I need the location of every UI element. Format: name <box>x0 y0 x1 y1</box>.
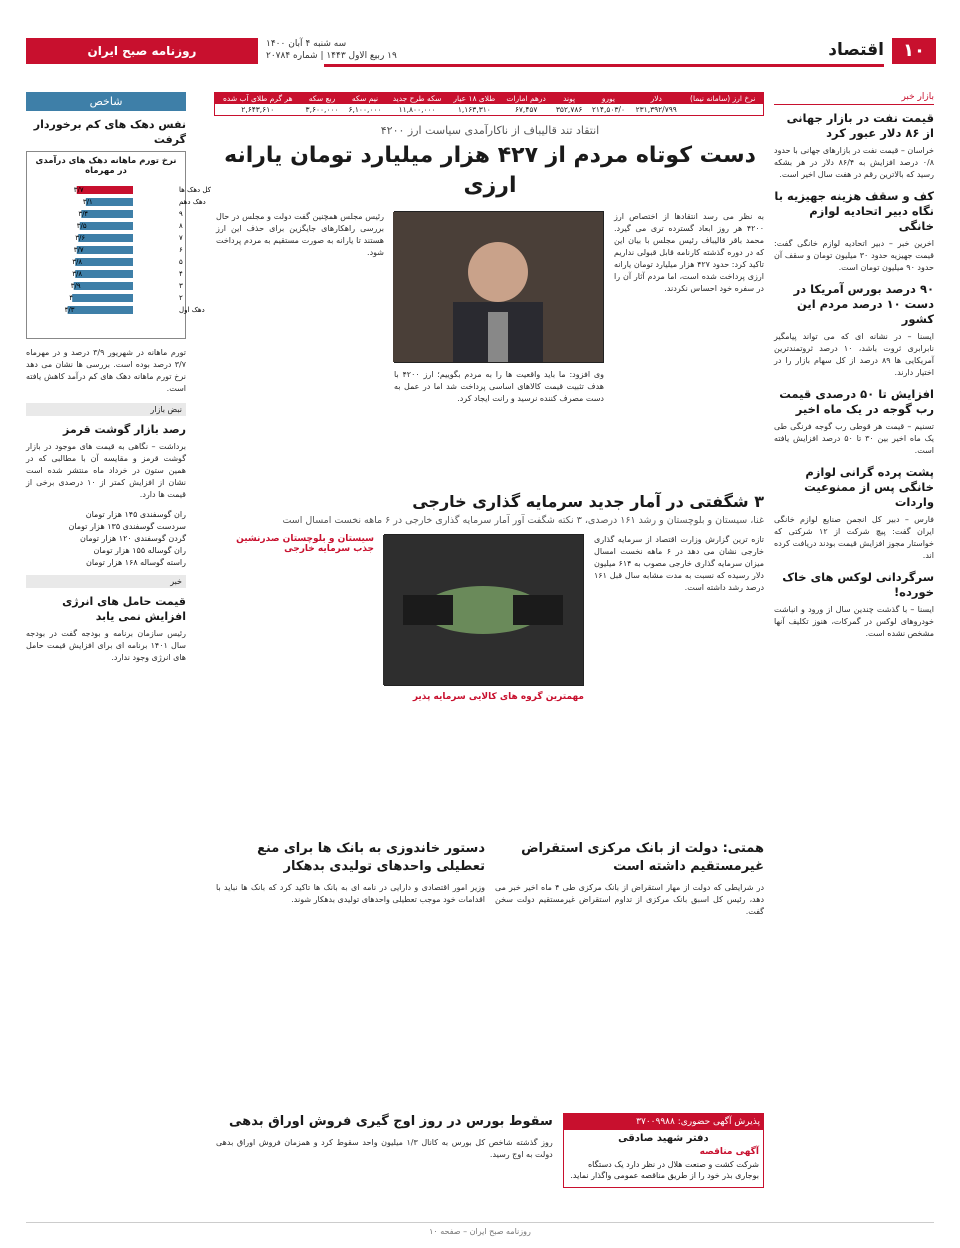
lead-text-b: وی افزود: ما باید واقعیت ها را به مردم بگوییم؛ ارز ۴۲۰۰ با هدف تثبیت قیمت کالاهای اساسی پرداخت شد اما در عمل به دست مصرف کننده نرسید و رانت ایجاد کرد. <box>394 370 604 403</box>
box-title: سیستان و بلوچستان صدرنشین جذب سرمایه خارجی <box>236 534 374 554</box>
ad-phone: پذیرش آگهی حضوری: ۳۷۰۰۹۹۸۸ <box>564 1114 763 1130</box>
news-item-text: ایسنا – با گذشت چندین سال از ورود و انباشت خودروهای لوکس در گمرکات، هنوز تکلیف آنها مشخص نشده است. <box>774 605 934 638</box>
chart-category-label: ۶ <box>179 246 183 254</box>
chart-value-label: ۳/۵ <box>76 222 87 230</box>
news-item-title: افزایش تا ۵۰ درصدی قیمت رب گوجه در یک ماه اخیر <box>779 387 934 416</box>
lead-story <box>216 211 764 481</box>
footer: روزنامه صبح ایران – صفحه ۱۰ <box>26 1222 934 1236</box>
newspaper-brand: روزنامه صبح ایران <box>26 38 258 64</box>
price-item: سردست گوسفندی ۱۳۵ هزار تومان <box>68 522 186 531</box>
chart-bar <box>77 186 133 194</box>
chart-title: نرخ تورم ماهانه دهک های درآمدی در مهرماه <box>35 156 177 176</box>
investment-headline: ۳ شگفتی در آمار جدید سرمایه گذاری خارجی <box>412 492 764 511</box>
investment-photo-col <box>384 534 584 834</box>
page-header <box>26 38 936 64</box>
rate-value: ۲,۶۴۳,۶۱۰ <box>241 105 275 114</box>
chart-svg <box>31 180 211 330</box>
rate-value: ۱,۱۶۳,۳۱۰ <box>457 105 491 114</box>
chart-value-label: ۳/۴ <box>78 210 89 218</box>
rates-label: نرخ ارز (سامانه نیما) <box>682 93 763 104</box>
price-item: ران گوسفندی ۱۴۵ هزار تومان <box>85 510 186 519</box>
chart-bar <box>75 270 133 278</box>
rate-header: سکه طرح جدید <box>386 93 447 104</box>
price-item: راسته گوساله ۱۶۸ هزار تومان <box>85 558 186 567</box>
chart-value-label: ۳/۶ <box>75 234 86 242</box>
rate-value: ۳۵۲,۷۸۶ <box>555 105 583 114</box>
news-item-title: سرگردانی لوکس های خاک خورده! <box>782 570 934 599</box>
right-news-column <box>774 92 934 1188</box>
ad-box <box>563 1113 764 1188</box>
investment-text: تازه ترین گزارش وزارت اقتصاد از سرمایه گذاری خارجی نشان می دهد در ۶ ماهه نخست امسال میزان سرمایه گذاری خارجی مصوب به ۶۱۴ میلیون دلار رسیده که نسبت به مدت مشابه سال قبل ۱۶۱ درصد رشد داشته است. <box>594 535 765 592</box>
ad-office: دفتر شهید صادقی <box>618 1133 709 1144</box>
market-bar: نبض بازار <box>26 403 186 416</box>
rate-value: ۳,۶۰۰,۰۰۰ <box>305 105 339 114</box>
rate-header: دلار <box>630 93 682 104</box>
left-column <box>26 92 211 1188</box>
speaker-illustration <box>393 212 603 362</box>
investment-story <box>216 534 764 834</box>
news-item-title: پشت پرده گرانی لوازم خانگی پس از ممنوعیت واردات <box>804 465 934 509</box>
index-title: نفس دهک های کم برخوردار گرفت <box>33 118 186 146</box>
lower-stories <box>216 840 764 918</box>
rate-header: طلای ۱۸ عیار <box>448 93 501 104</box>
rate-value: ۲۱۴,۵۰۳/۰ <box>591 105 625 114</box>
chart-category-label: کل دهک ها <box>179 186 211 194</box>
khandouzi-text: وزیر امور اقتصادی و دارایی در نامه ای به بانک ها تاکید کرد که بانک ها نباید با اقدامات خود موجب تعطیلی واحدهای تولیدی بدهکار شوند. <box>216 883 485 904</box>
hemmati-story <box>495 840 764 918</box>
bourse-headline: سقوط بورس در روز اوج گیری فروش اوراق بدهی <box>229 1114 553 1129</box>
handshake-photo <box>384 534 584 686</box>
chart-bar <box>72 294 133 302</box>
news-item-title: ۹۰ درصد بورس آمریکا در دست ۱۰ درصد مردم این کشور <box>793 282 934 326</box>
rate-header: هر گرم طلای آب شده <box>215 93 301 104</box>
date-hijri: ۱۹ ربیع الاول ۱۴۴۳ | شماره ۲۰۷۸۴ <box>266 51 397 61</box>
page-number: ۱۰ <box>892 38 936 64</box>
chart-bar <box>78 234 133 242</box>
currency-rates-table <box>214 92 764 116</box>
chart-value-label: ۳/۸ <box>72 270 83 278</box>
market-title: رصد بازار گوشت قرمز <box>63 423 186 436</box>
rate-header: ربع سکه <box>301 93 344 104</box>
chart-value-label: ۳/۸ <box>72 258 83 266</box>
chart-value-label: ۳/۷ <box>73 186 84 194</box>
chart-value-label: ۴ <box>69 294 73 302</box>
chart-bar <box>80 222 133 230</box>
chart-category-label: ۸ <box>179 222 183 230</box>
lead-headline: دست کوتاه مردم از ۴۲۷ هزار میلیارد تومان یارانه ارزی <box>224 143 756 198</box>
rates-label-spacer <box>682 104 763 115</box>
lead-col-3 <box>216 211 384 481</box>
index-text: تورم ماهانه در شهریور ۳/۹ درصد و در مهرماه ۳/۷ درصد بوده است. بررسی ها نشان می دهد نرخ تورم ماهانه دهک های کم درآمد کاهش یافته است. <box>26 348 186 393</box>
news-item-title: قیمت نفت در بازار جهانی از ۸۶ دلار عبور کرد <box>786 111 934 140</box>
rate-header: درهم امارات <box>501 93 551 104</box>
tender-text: شرکت کشت و صنعت هلال در نظر دارد یک دستگاه بوجاری بذر خود را از طریق مناقصه عمومی واگذار نماید. <box>570 1160 759 1180</box>
lead-col-1 <box>614 211 764 481</box>
lead-text-c: رئیس مجلس همچنین گفت دولت و مجلس در حال بررسی راهکارهای جایگزین برای حذف این ارز هستند تا یارانه به صورت مستقیم به مردم پرداخت شود. <box>216 212 384 257</box>
rate-header: پوند <box>551 93 587 104</box>
box2-title: مهمترین گروه های کالایی سرمایه پذیر <box>412 692 584 702</box>
khandouzi-story <box>216 840 485 918</box>
bourse-story <box>216 1113 553 1188</box>
chart-category-label: دهک اول <box>179 306 205 314</box>
bottom-row <box>216 1113 764 1188</box>
lead-text-a: به نظر می رسد انتقادها از اختصاص ارز ۴۲۰۰ هر روز ابعاد گسترده تری می گیرد. محمد باقر قالیباف رئیس مجلس با بیان این که در دوره گذشته کارنامه قابل قبولی نداریم تاکید کرد: حدود ۴۲۷ هزار میلیارد تومان یارانه ارزی پرداخت شده است، اما مردم آثار آن را در سفره خود احساس نکردند. <box>614 212 764 293</box>
energy-text: رئیس سازمان برنامه و بودجه گفت در بودجه سال ۱۴۰۱ برنامه ای برای افزایش قیمت حامل های انرژی وجود ندارد. <box>26 629 186 662</box>
tender-title: آگهی مناقصه <box>699 1147 759 1157</box>
chart-value-label: ۳/۹ <box>70 282 81 290</box>
inflation-chart <box>26 151 211 339</box>
chart-value-label: ۴/۳ <box>64 306 75 314</box>
date-line <box>266 38 397 62</box>
bourse-text: روز گذشته شاخص کل بورس به کانال ۱/۳ میلیون واحد سقوط کرد و همزمان فروش اوراق بدهی دولت به اوج رسید. <box>216 1138 553 1159</box>
chart-category-label: دهک دهم <box>179 198 206 206</box>
chart-category-label: ۷ <box>179 234 183 242</box>
parliament-speaker-photo <box>394 211 604 363</box>
chart-category-label: ۳ <box>179 282 183 290</box>
news-item-title: کف و سقف هزینه جهیزیه با نگاه دبیر اتحادیه لوازم خانگی <box>774 189 934 233</box>
rate-header: نیم سکه <box>344 93 387 104</box>
chart-value-label: ۳/۷ <box>73 246 84 254</box>
chart-bar <box>81 210 133 218</box>
main-content <box>216 120 764 1188</box>
chart-bar <box>74 282 133 290</box>
news-item-text: ایسنا – در نشانه ای که می تواند پیامگیر نابرابری ثروت باشد، ۱۰ درصد ثروتمندترین آمریکایی ها ۸۹ درصد از کل سهام بازار را در اختیار دارند. <box>774 332 935 377</box>
chart-bar <box>77 246 133 254</box>
section-title <box>324 38 884 67</box>
section-label: اقتصاد <box>828 40 884 60</box>
chart-value-label: ۳/۱ <box>82 198 93 206</box>
lead-subtitle: انتقاد تند قالیباف از ناکارآمدی سیاست ارز ۴۲۰۰ <box>380 124 600 137</box>
hemmati-text: در شرایطی که دولت از مهار استقراض از بانک مرکزی طی ۴ ماه اخیر خبر می دهد، رئیس کل اسبق بانک مرکزی از تداوم استقراض غیرمستقیم دولت سخن گفت. <box>495 883 765 916</box>
rate-value: ۱۱,۸۰۰,۰۰۰ <box>398 105 436 114</box>
handshake-illustration <box>383 535 583 685</box>
news-item-text: فارس – دبیر کل انجمن صنایع لوازم خانگی ایران گفت: پیچ شرکت از ۱۲ شرکتی که خواستار مجوز افزایش قیمت بودند دریافت کرده اند. <box>774 515 934 560</box>
khandouzi-headline: دستور خاندوزی به بانک ها برای منع تعطیلی واحدهای تولیدی بدهکار <box>257 841 485 874</box>
chart-category-label: ۴ <box>179 270 183 278</box>
price-list <box>26 509 186 569</box>
chart-bar <box>68 306 133 314</box>
lead-col-2 <box>394 369 604 405</box>
investment-col-3 <box>216 534 374 834</box>
price-item: گردن گوسفندی ۱۲۰ هزار تومان <box>80 534 186 543</box>
right-kicker: بازار خبر <box>774 92 934 105</box>
market-text: برداشت – نگاهی به قیمت های موجود در بازار گوشت قرمز و مقایسه آن با مطالبی که در همین ستون در خرداد ماه منتشر شده است نشان از افزایش کمتر از ۱۰ درصدی برخی از قیمت ها دارد. <box>26 442 186 499</box>
rate-value: ۶۷,۴۵۷ <box>514 105 538 114</box>
rate-value: ۲۳۱,۳۹۲/۷۹۹ <box>635 105 677 114</box>
price-item: ران گوساله ۱۵۵ هزار تومان <box>93 546 186 555</box>
news-bar: خبر <box>26 575 186 588</box>
index-bar: شاخص <box>26 92 186 111</box>
hemmati-headline: همتی: دولت از بانک مرکزی استقراض غیرمستقیم داشته است <box>521 841 764 874</box>
chart-bar <box>86 198 133 206</box>
rate-header: یورو <box>587 93 630 104</box>
lead-photo-col <box>394 211 604 481</box>
chart-bar <box>75 258 133 266</box>
chart-category-label: ۲ <box>179 294 183 302</box>
news-item-text: اخرین خبر – دبیر اتحادیه لوازم خانگی گفت: قیمت جهیزیه حدود ۳۰ میلیون تومان و سقف آن حدود ۹۰ میلیون تومان است. <box>774 239 934 272</box>
investment-col-1 <box>594 534 764 834</box>
rate-value: ۶,۱۰۰,۰۰۰ <box>348 105 382 114</box>
right-news-list <box>774 111 934 640</box>
news-item-text: تسنیم – قیمت هر قوطی رب گوجه فرنگی طی یک ماه اخیر بین ۳۰ تا ۵۰ درصد افزایش یافته است. <box>774 422 934 455</box>
chart-category-label: ۵ <box>179 258 183 266</box>
investment-subtitle: غنا، سیستان و بلوچستان و رشد ۱۶۱ درصدی، ۳ نکته شگفت آور آمار سرمایه گذاری خارجی در ۶ ماهه نخست امسال است <box>282 515 764 526</box>
date-gregorian: سه شنبه ۴ آبان ۱۴۰۰ <box>266 39 347 49</box>
chart-category-label: ۹ <box>179 210 183 218</box>
news-item-text: خراسان – قیمت نفت در بازارهای جهانی با حدود ۰/۸ درصد افزایش به ۸۶/۴ دلار در هر بشکه رسید که بالاترین رقم در هفت سال اخیر است. <box>774 146 934 179</box>
bottom-section <box>216 1113 764 1188</box>
energy-title: قیمت حامل های انرژی افزایش نمی یابد <box>62 595 186 623</box>
